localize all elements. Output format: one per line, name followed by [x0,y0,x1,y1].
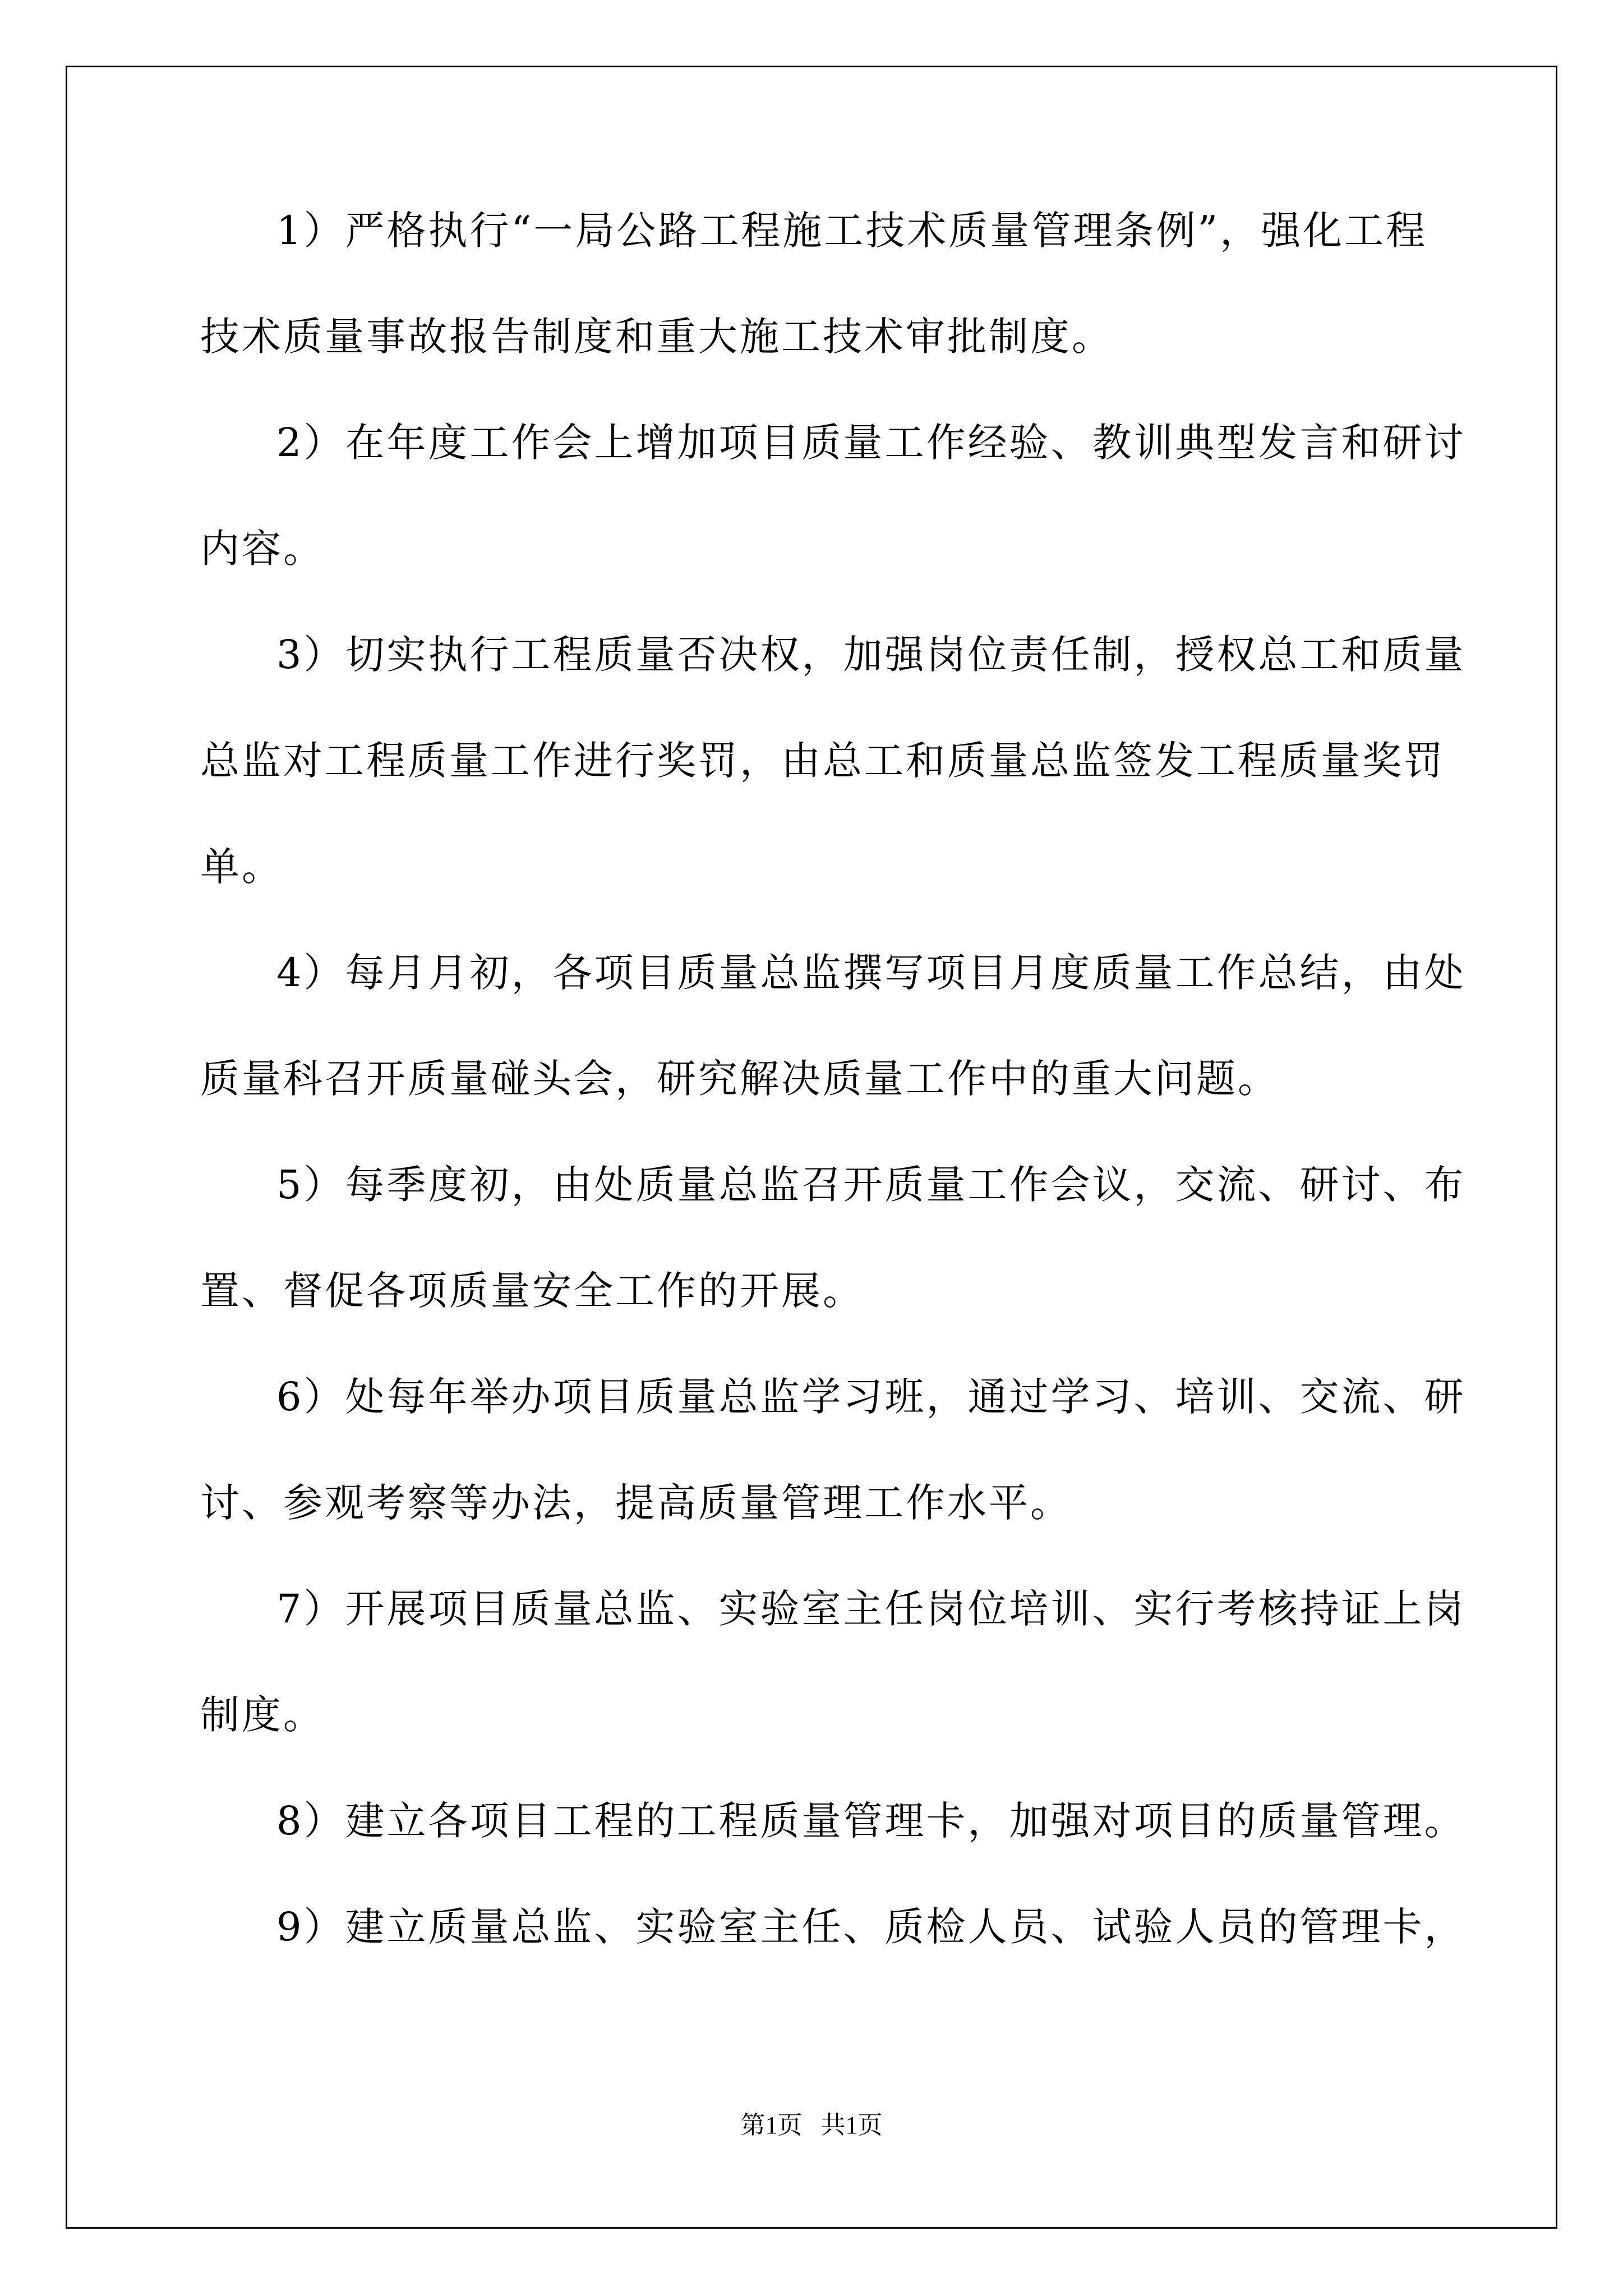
body-line: 内容。 [200,526,325,572]
body-line: 6）处每年举办项目质量总监学习班，通过学习、培训、交流、研 [276,1374,1466,1420]
body-line: 讨、参观考察等办法，提高质量管理工作水平。 [200,1480,1072,1526]
body-line: 技术质量事故报告制度和重大施工技术审批制度。 [200,314,1113,360]
body-line: 制度。 [200,1692,325,1738]
body-line: 单。 [200,844,283,890]
body-line: 9）建立质量总监、实验室主任、质检人员、试验人员的管理卡， [276,1904,1466,1950]
body-line: 7）开展项目质量总监、实验室主任岗位培训、实行考核持证上岗 [276,1586,1466,1632]
body-line: 质量科召开质量碰头会，研究解决质量工作中的重大问题。 [200,1056,1279,1102]
document-body [200,208,1466,2013]
body-line: 4）每月月初，各项目质量总监撰写项目月度质量工作总结，由处 [276,950,1466,996]
body-line: 8）建立各项目工程的工程质量管理卡，加强对项目的质量管理。 [276,1798,1466,1844]
body-line: 3）切实执行工程质量否决权，加强岗位责任制，授权总工和质量 [276,632,1466,678]
body-line: 2）在年度工作会上增加项目质量工作经验、教训典型发言和研讨 [276,420,1466,466]
page-number-footer: 第1页 共1页 [740,2111,883,2139]
body-line: 置、督促各项质量安全工作的开展。 [200,1268,864,1314]
body-line: 5）每季度初，由处质量总监召开质量工作会议，交流、研讨、布 [276,1162,1466,1208]
body-line: 总监对工程质量工作进行奖罚，由总工和质量总监签发工程质量奖罚 [200,738,1445,784]
body-line: 1）严格执行“一局公路工程施工技术质量管理条例”，强化工程 [276,208,1428,254]
